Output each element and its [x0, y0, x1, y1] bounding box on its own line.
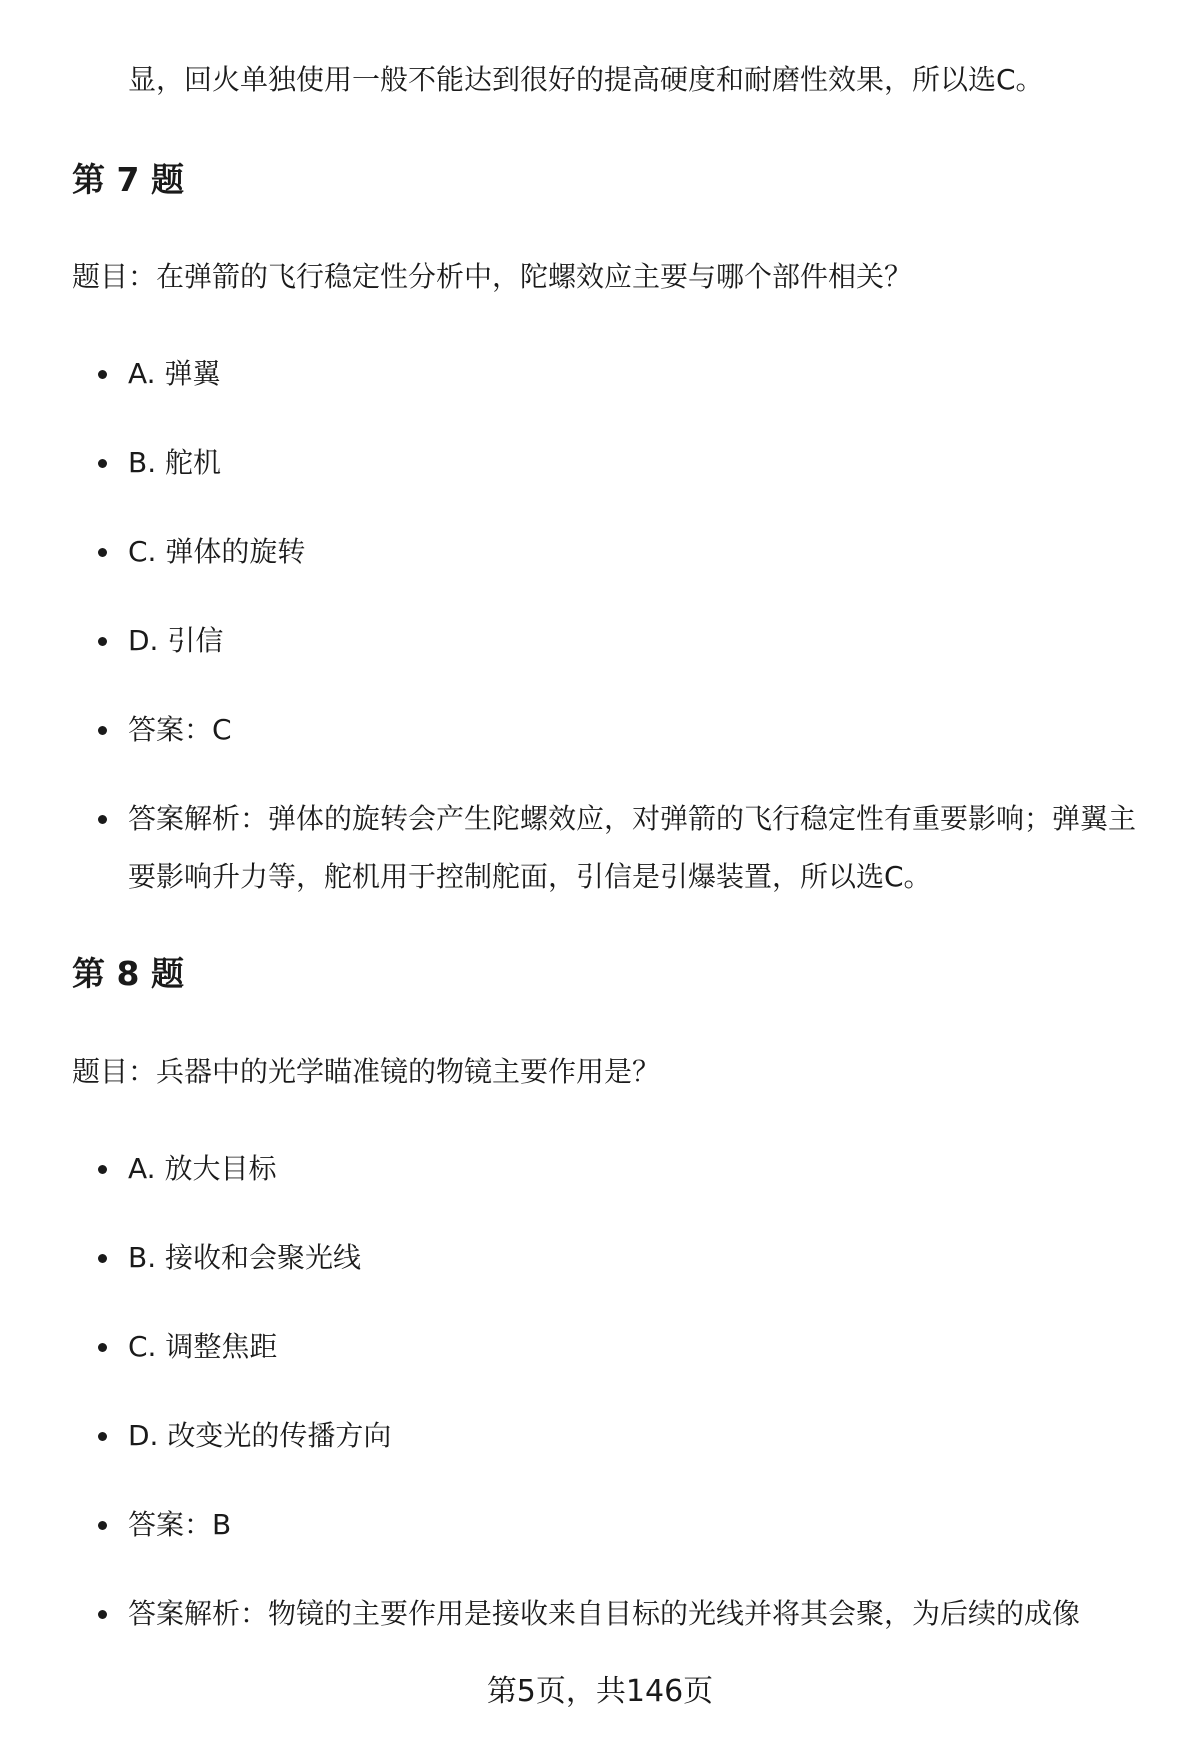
question-7-answer: 答案：C — [0, 701, 1200, 759]
question-7-option-c: C. 弹体的旋转 — [0, 523, 1200, 581]
question-7-option-d: D. 引信 — [0, 612, 1200, 670]
question-7-explanation: 答案解析：弹体的旋转会产生陀螺效应，对弹箭的飞行稳定性有重要影响；弹翼主要影响升力等，舵机用于控制舵面，引信是引爆装置，所以选C。 — [0, 790, 1200, 906]
question-7-option-a: A. 弹翼 — [0, 345, 1200, 403]
question-8-explanation: 答案解析：物镜的主要作用是接收来自目标的光线并将其会聚，为后续的成像 — [0, 1585, 1200, 1643]
question-8-option-d: D. 改变光的传播方向 — [0, 1407, 1200, 1465]
question-8-prompt: 题目：兵器中的光学瞄准镜的物镜主要作用是？ — [72, 1055, 661, 1088]
question-8-answer: 答案：B — [0, 1496, 1200, 1554]
question-8-title: 第 8 题 — [72, 954, 184, 993]
page-number-footer: 第5页，共146页 — [486, 1674, 714, 1709]
question-8-option-b: B. 接收和会聚光线 — [0, 1229, 1200, 1287]
question-7-prompt: 题目：在弹箭的飞行稳定性分析中，陀螺效应主要与哪个部件相关？ — [72, 260, 913, 293]
question-8-option-a: A. 放大目标 — [0, 1140, 1200, 1198]
question-7-options — [0, 345, 1200, 937]
question-8-options — [0, 1140, 1200, 1674]
question-8-option-c: C. 调整焦距 — [0, 1318, 1200, 1376]
question-7-title: 第 7 题 — [72, 160, 184, 199]
previous-explanation-continuation: 显，回火单独使用一般不能达到很好的提高硬度和耐磨性效果，所以选C。 — [128, 63, 1044, 96]
question-7-option-b: B. 舵机 — [0, 434, 1200, 492]
